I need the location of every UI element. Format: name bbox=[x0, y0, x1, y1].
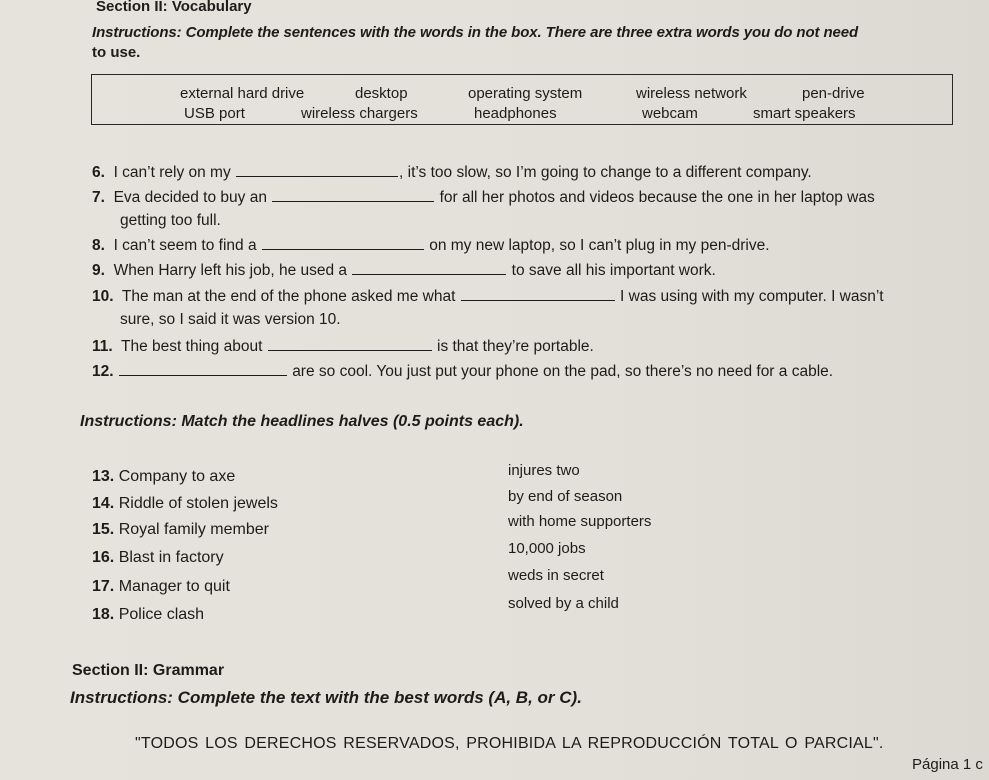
sentence-10-continuation: sure, so I said it was version 10. bbox=[120, 311, 341, 328]
word-box-item: USB port bbox=[184, 105, 245, 122]
item-number: 9. bbox=[92, 262, 105, 279]
match-right-item: by end of season bbox=[508, 488, 623, 505]
word-box bbox=[91, 74, 953, 125]
sentence-text-after: is that they’re portable. bbox=[437, 338, 594, 355]
vocab-instructions-line1: Instructions: Complete the sentences with the words in the box. There are three extra words you do not need bbox=[92, 24, 859, 41]
item-number: 14. bbox=[92, 495, 115, 512]
sentence-7 bbox=[92, 187, 875, 207]
word-box-item: pen-drive bbox=[802, 85, 865, 102]
item-number: 17. bbox=[92, 578, 115, 595]
match-left-item bbox=[92, 468, 235, 486]
sentence-text-after: , it’s too slow, so I’m going to change to a different company. bbox=[399, 164, 812, 181]
sentence-10 bbox=[92, 286, 884, 306]
sentence-11 bbox=[92, 336, 594, 356]
answer-blank[interactable] bbox=[262, 235, 424, 250]
sentence-text-after: to save all his important work. bbox=[511, 262, 716, 279]
match-left-item bbox=[92, 549, 224, 567]
match-right-item: solved by a child bbox=[508, 595, 619, 612]
item-number: 7. bbox=[92, 189, 105, 206]
match-left-item bbox=[92, 578, 230, 596]
answer-blank[interactable] bbox=[461, 286, 615, 301]
sentence-text-after: are so cool. You just put your phone on the pad, so there’s no need for a cable. bbox=[292, 363, 834, 380]
page-number: Página 1 c bbox=[912, 756, 983, 773]
match-right-item: 10,000 jobs bbox=[508, 540, 586, 557]
headline-half: Royal family member bbox=[118, 521, 269, 538]
item-number: 6. bbox=[92, 164, 105, 181]
sentence-text-before: The best thing about bbox=[121, 338, 263, 355]
sentence-12 bbox=[92, 361, 833, 381]
headline-half: Company to axe bbox=[118, 468, 236, 485]
headline-half: Manager to quit bbox=[118, 578, 230, 595]
headline-half: Riddle of stolen jewels bbox=[118, 495, 278, 512]
answer-blank[interactable] bbox=[236, 162, 398, 177]
headline-half: Police clash bbox=[118, 606, 205, 623]
word-box-item: headphones bbox=[474, 105, 557, 122]
item-number: 12. bbox=[92, 363, 114, 380]
sentence-9 bbox=[92, 260, 716, 280]
word-box-item: wireless chargers bbox=[301, 105, 418, 122]
match-right-item: injures two bbox=[508, 462, 580, 479]
match-left-item bbox=[92, 495, 278, 513]
match-right-item: weds in secret bbox=[508, 567, 604, 584]
item-number: 15. bbox=[92, 521, 115, 538]
grammar-instructions: Instructions: Complete the text with the best words (A, B, or C). bbox=[70, 688, 582, 707]
item-number: 18. bbox=[92, 606, 115, 623]
vocab-instructions-line2: to use. bbox=[92, 44, 141, 61]
sentence-text-after: for all her photos and videos because the one in her laptop was bbox=[439, 189, 875, 206]
sentence-text-after: I was using with my computer. I wasn’t bbox=[620, 288, 884, 305]
item-number: 16. bbox=[92, 549, 115, 566]
word-box-item: operating system bbox=[468, 85, 583, 102]
match-instructions: Instructions: Match the headlines halves (0.5 points each). bbox=[80, 413, 524, 430]
answer-blank[interactable] bbox=[352, 260, 506, 275]
sentence-text-after: on my new laptop, so I can’t plug in my pen-drive. bbox=[429, 237, 770, 254]
word-box-item: wireless network bbox=[636, 85, 747, 102]
sentence-6 bbox=[92, 162, 812, 182]
sentence-text-before: Eva decided to buy an bbox=[113, 189, 267, 206]
copyright-notice: "TODOS LOS DERECHOS RESERVADOS, PROHIBIDA LA REPRODUCCIÓN TOTAL O PARCIAL". bbox=[135, 735, 884, 752]
match-left-item bbox=[92, 521, 269, 539]
sentence-7-continuation: getting too full. bbox=[120, 212, 221, 229]
sentence-text-before: I can’t rely on my bbox=[113, 164, 231, 181]
sentence-text-before: When Harry left his job, he used a bbox=[113, 262, 348, 279]
word-box-item: external hard drive bbox=[180, 85, 305, 102]
item-number: 10. bbox=[92, 288, 114, 305]
match-left-item bbox=[92, 606, 204, 624]
sentence-text-before: The man at the end of the phone asked me what bbox=[121, 288, 456, 305]
item-number: 8. bbox=[92, 237, 105, 254]
item-number: 13. bbox=[92, 468, 115, 485]
answer-blank[interactable] bbox=[272, 187, 434, 202]
word-box-item: webcam bbox=[642, 105, 698, 122]
item-number: 11. bbox=[92, 338, 113, 355]
answer-blank[interactable] bbox=[119, 361, 287, 376]
match-right-item: with home supporters bbox=[508, 513, 652, 530]
sentence-8 bbox=[92, 235, 770, 255]
headline-half: Blast in factory bbox=[118, 549, 224, 566]
sentence-text-before: I can’t seem to find a bbox=[113, 237, 257, 254]
section-grammar-title: Section II: Grammar bbox=[72, 662, 225, 679]
word-box-item: desktop bbox=[355, 85, 408, 102]
answer-blank[interactable] bbox=[268, 336, 432, 351]
section-vocab-title: Section II: Vocabulary bbox=[96, 0, 252, 15]
word-box-item: smart speakers bbox=[753, 105, 856, 122]
